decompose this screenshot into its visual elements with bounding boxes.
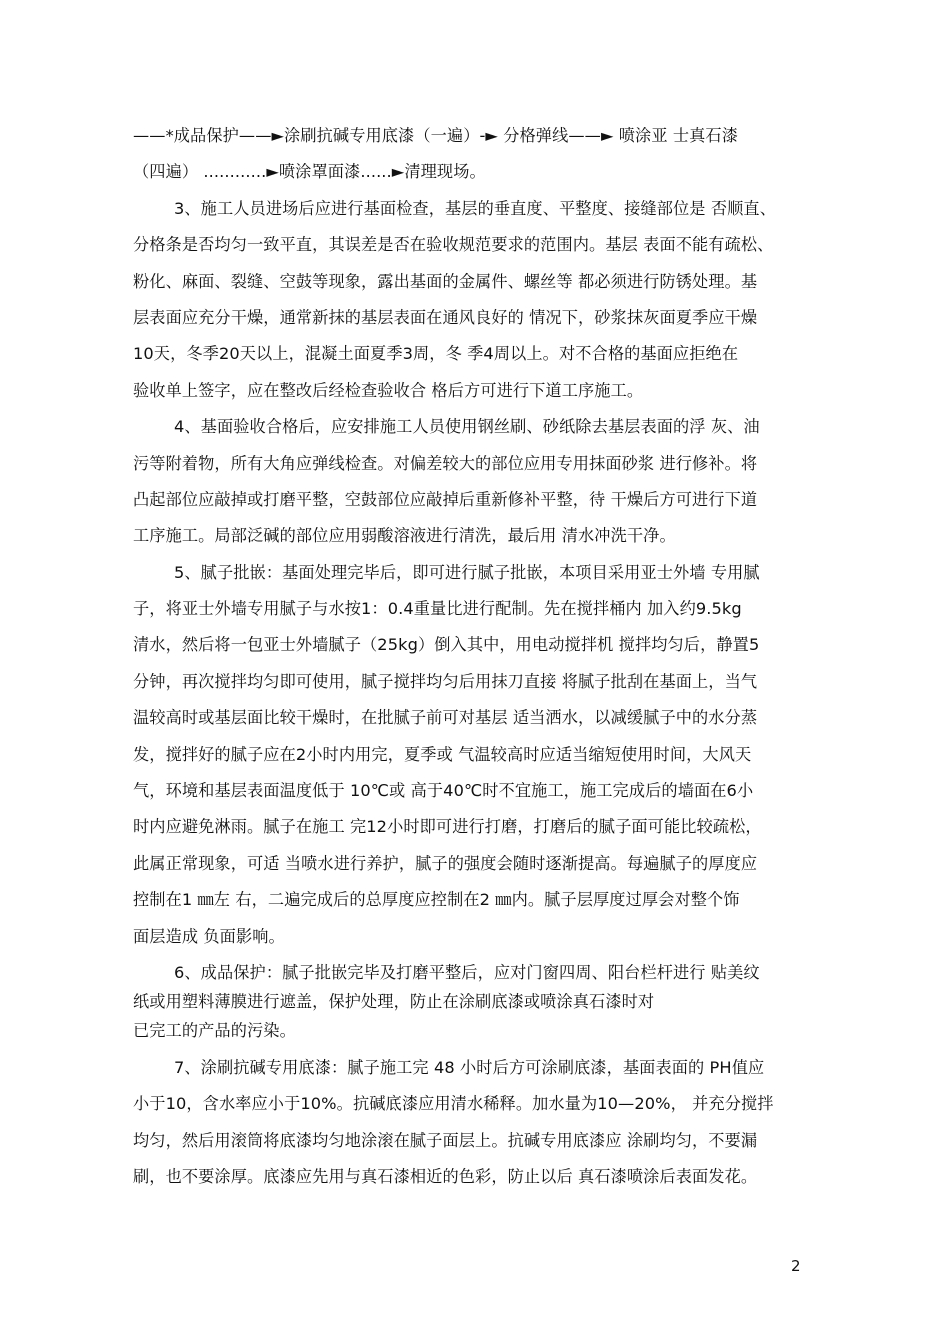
- paragraph-line: 分钟，再次搅拌均匀即可使用，腻子搅拌均匀后用抹刀直接 将腻子批刮在基面上，当气: [133, 671, 758, 691]
- paragraph-line: 清水，然后将一包亚士外墙腻子（25kg）倒入其中，用电动搅拌机 搅拌均匀后，静置5: [133, 635, 760, 655]
- paragraph-line: 小于10，含水率应小于10%。抗碱底漆应用清水稀释。加水量为10—20%， 并充分搅拌: [133, 1094, 774, 1114]
- paragraph-line: 控制在1 ㎜左 右，二遍完成后的总厚度应控制在2 ㎜内。腻子层厚度过厚会对整个饰: [133, 890, 740, 910]
- paragraph-first-line: 7、涂刷抗碱专用底漆：腻子施工完 48 小时后方可涂刷底漆，基面表面的 PH值应: [174, 1057, 765, 1077]
- paragraph-line: 刷，也不要涂厚。底漆应先用与真石漆相近的色彩，防止以后 真石漆喷涂后表面发花。: [133, 1166, 758, 1186]
- paragraph-line: 已完工的产品的污染。: [133, 1021, 296, 1041]
- paragraph-first-line: 5、腻子批嵌：基面处理完毕后，即可进行腻子批嵌，本项目采用亚士外墙 专用腻: [174, 562, 760, 582]
- paragraph-line: 气，环境和基层表面温度低于 10℃或 高于40℃时不宜施工，施工完成后的墙面在6小: [133, 781, 754, 801]
- paragraph-line: 粉化、麻面、裂缝、空鼓等现象，露出基面的金属件、螺丝等 都必须进行防锈处理。基: [133, 271, 758, 291]
- paragraph-line: 层表面应充分干燥，通常新抹的基层表面在通风良好的 情况下，砂浆抹灰面夏季应干燥: [133, 307, 758, 327]
- paragraph-line: 均匀，然后用滚筒将底漆均匀地涂滚在腻子面层上。抗碱专用底漆应 涂刷均匀，不要漏: [133, 1130, 758, 1150]
- paragraph-line: 子，将亚士外墙专用腻子与水按1：0.4重量比进行配制。先在搅拌桶内 加入约9.5kg: [133, 599, 742, 619]
- paragraph-line: 分格条是否均匀一致平直，其误差是否在验收规范要求的范围内。基层 表面不能有疏松、: [133, 235, 774, 255]
- paragraph-line: 纸或用塑料薄膜进行遮盖，保护处理，防止在涂刷底漆或喷涂真石漆时对: [133, 992, 655, 1012]
- paragraph-first-line: 3、施工人员进场后应进行基面检查，基层的垂直度、平整度、接缝部位是 否顺直、: [174, 198, 776, 218]
- paragraph-line: 验收单上签字，应在整改后经检查验收合 格后方可进行下道工序施工。: [133, 380, 644, 400]
- page-number: 2: [791, 1257, 801, 1275]
- paragraph-line: 时内应避免淋雨。腻子在施工 完12小时即可进行打磨，打磨后的腻子面可能比较疏松，: [133, 817, 762, 837]
- paragraph-line: 10天，冬季20天以上，混凝土面夏季3周，冬 季4周以上。对不合格的基面应拒绝在: [133, 344, 739, 364]
- paragraph-line: 工序施工。局部泛碱的部位应用弱酸溶液进行清洗，最后用 清水冲洗干净。: [133, 526, 676, 546]
- paragraph-line: 此属正常现象，可适 当喷水进行养护，腻子的强度会随时逐渐提高。每遍腻子的厚度应: [133, 853, 758, 873]
- paragraph-first-line: 6、成品保护：腻子批嵌完毕及打磨平整后，应对门窗四周、阳台栏杆进行 贴美纹: [174, 962, 760, 982]
- paragraph-first-line: 4、基面验收合格后，应安排施工人员使用钢丝刷、砂纸除去基层表面的浮 灰、油: [174, 417, 760, 437]
- paragraph-line: 发，搅拌好的腻子应在2小时内用完，夏季或 气温较高时应适当缩短使用时间，大风天: [133, 744, 752, 764]
- document-body: [133, 118, 823, 1195]
- paragraph-line: （四遍） ............►喷涂罩面漆......►清理现场。: [133, 162, 486, 182]
- paragraph-line: ——*成品保护——►涂刷抗碱专用底漆（一遍）-► 分格弹线——► 喷涂亚 士真石漆: [133, 126, 739, 145]
- paragraph-line: 污等附着物，所有大角应弹线检查。对偏差较大的部位应用专用抹面砂浆 进行修补。将: [133, 453, 758, 473]
- paragraph-line: 温较高时或基层面比较干燥时，在批腻子前可对基层 适当洒水，以减缓腻子中的水分蒸: [133, 708, 758, 728]
- paragraph-line: 凸起部位应敲掉或打磨平整，空鼓部位应敲掉后重新修补平整，待 干燥后方可进行下道: [133, 489, 758, 509]
- paragraph-line: 面层造成 负面影响。: [133, 926, 285, 946]
